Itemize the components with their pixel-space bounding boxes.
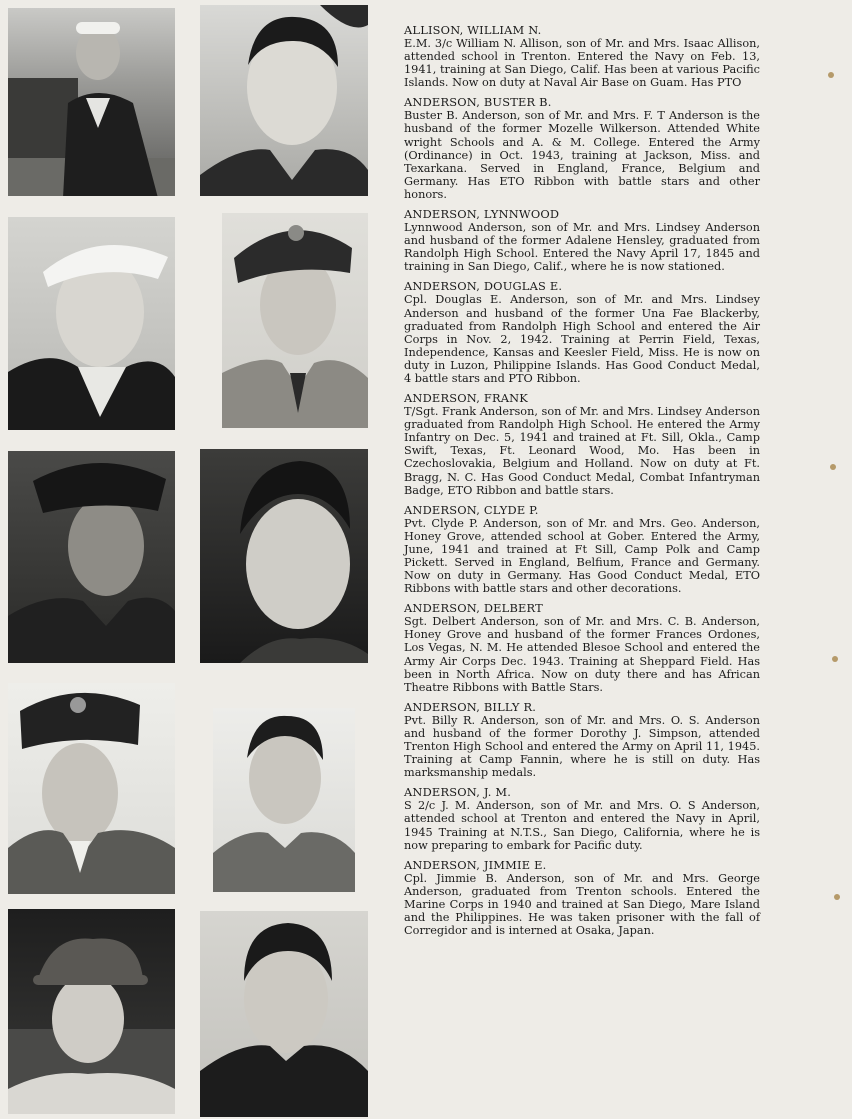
binding-hole-mark [828,72,834,78]
entry-name: ANDERSON, J. M. [404,785,512,800]
entry-text: E.M. 3/c William N. Allison, son of Mr. and Mrs. Isaac Allison, attended school in Trenton. Entered the Navy on Feb. 13, 1941, training at San Diego, Calif. Has been at various Pacific Islands. Now on duty at Naval Air Base on Guam. Has PTO [404,37,760,90]
entry-douglas-anderson [404,280,760,385]
entry-name: ANDERSON, BUSTER B. [404,95,552,110]
entry-name: ALLISON, WILLIAM N. [404,23,542,37]
entry-text: S 2/c J. M. Anderson, son of Mr. and Mrs. O. S Anderson, attended school at Trenton and entered the Navy in April, 1945 Training at N.T.S., San Diego, California, where he is now preparing to embark for Pacific duty. [404,799,760,852]
portrait-photo-billy-anderson [213,708,355,892]
binding-hole-mark [830,464,836,470]
photo-column [0,0,380,1119]
binding-hole-mark [834,894,840,900]
binding-hole-mark [832,656,838,662]
entry-text: Sgt. Delbert Anderson, son of Mr. and Mrs. C. B. Anderson, Honey Grove and husband of the former Frances Ordones, Los Vegas, N. M. He attended Blesoe School and entered the Army Air Corps Dec. 1943. Training at Sheppard Field. Has been in North Africa. Now on duty there and has African Theatre Ribbons with Battle Stars. [404,615,760,694]
entry-billy-anderson [404,701,760,779]
entry-name: ANDERSON, JIMMIE E. [404,857,547,872]
portrait-photo-douglas-anderson [222,213,368,428]
entry-text: Pvt. Clyde P. Anderson, son of Mr. and Mrs. Geo. Anderson, Honey Grove, attended school at Gober. Entered the Army, June, 1941 and trained at Ft Sill, Camp Polk and Camp Pickett. Served in England, Belfium, France and Germany. Now on duty in Germany. Has Good Conduct Medal, ETO Ribbons with battle stars and other decorations. [404,516,760,596]
entry-text: Buster B. Anderson, son of Mr. and Mrs. F. T Anderson is the husband of the former Mozelle Wilkerson. Attended White wright Schools and A. & M. College. Entered the Army (Ordinance) in Oct. 1943, training at Jackson, Miss. and Texarkana. Served in England, France, Belgium and Germany. Has ETO Ribbon with battle stars and other honors. [404,109,760,201]
portrait-photo-delbert-anderson [8,683,175,894]
portrait-photo-lynnwood-anderson [8,217,175,430]
entry-clyde-anderson [404,504,760,596]
entry-frank-anderson [404,392,760,497]
entry-delbert-anderson [404,602,760,694]
entry-text: Cpl. Jimmie B. Anderson, son of Mr. and Mrs. George Anderson, graduated from Trenton schools. Entered the Marine Corps in 1940 and trained at San Diego, Mare Island and the Philippines. He was taken prisoner with the fall of Corregidor and is interned at Osaka, Japan. [404,871,760,938]
entry-name: ANDERSON, DELBERT [404,601,543,616]
entry-name: ANDERSON, CLYDE P. [404,502,539,517]
entry-buster-anderson [404,96,760,201]
portrait-photo-allison [8,8,175,196]
entry-name: ANDERSON, FRANK [404,391,529,406]
portrait-photo-buster-anderson [200,5,368,196]
entry-lynnwood-anderson [404,208,760,273]
entry-allison [404,24,760,89]
entry-name: ANDERSON, BILLY R. [404,699,537,714]
entry-name: ANDERSON, LYNNWOOD [404,207,560,222]
entry-name: ANDERSON, DOUGLAS E. [404,279,563,294]
entry-text: Lynnwood Anderson, son of Mr. and Mrs. Lindsey Anderson and husband of the former Adalene Hensley, graduated from Randolph High School. Entered the Navy April 17, 1845 and training in San Diego, Calif., where he is now stationed. [404,221,760,274]
entry-text: Pvt. Billy R. Anderson, son of Mr. and Mrs. O. S. Anderson and husband of the former Dorothy J. Simpson, attended Trenton High School and entered the Army on April 11, 1945. Training at Camp Fannin, where he is still on duty. Has marksmanship medals. [404,713,760,780]
entry-text: T/Sgt. Frank Anderson, son of Mr. and Mrs. Lindsey Anderson graduated from Randolph High School. He entered the Army Infantry on Dec. 5, 1941 and trained at Ft. Sill, Okla., Camp Swift, Texas, Ft. Leonard Wood, Mo. Has been in Czechoslovakia, Belgium and Holland. Now on duty at Ft. Bragg, N. C. Has Good Conduct Medal, Combat Infantryman Badge, ETO Ribbon and battle stars. [404,405,760,497]
entry-jimmie-anderson [404,859,760,937]
entry-text: Cpl. Douglas E. Anderson, son of Mr. and Mrs. Lindsey Anderson and husband of the former Una Fae Blackerby, graduated from Randolph High School and entered the Air Corps in Nov. 2, 1942. Training at Perrin Field, Texas, Independence, Kansas and Keesler Field, Miss. He is now on duty in Luzon, Philippine Islands. Has Good Conduct Medal, 4 battle stars and PTO Ribbon. [404,293,760,385]
portrait-photo-jm-anderson [8,909,175,1114]
entry-jm-anderson [404,786,760,851]
portrait-photo-clyde-anderson [200,449,368,663]
portrait-photo-frank-anderson [8,451,175,663]
portrait-photo-jimmie-anderson [200,911,368,1117]
biography-column [404,24,760,944]
